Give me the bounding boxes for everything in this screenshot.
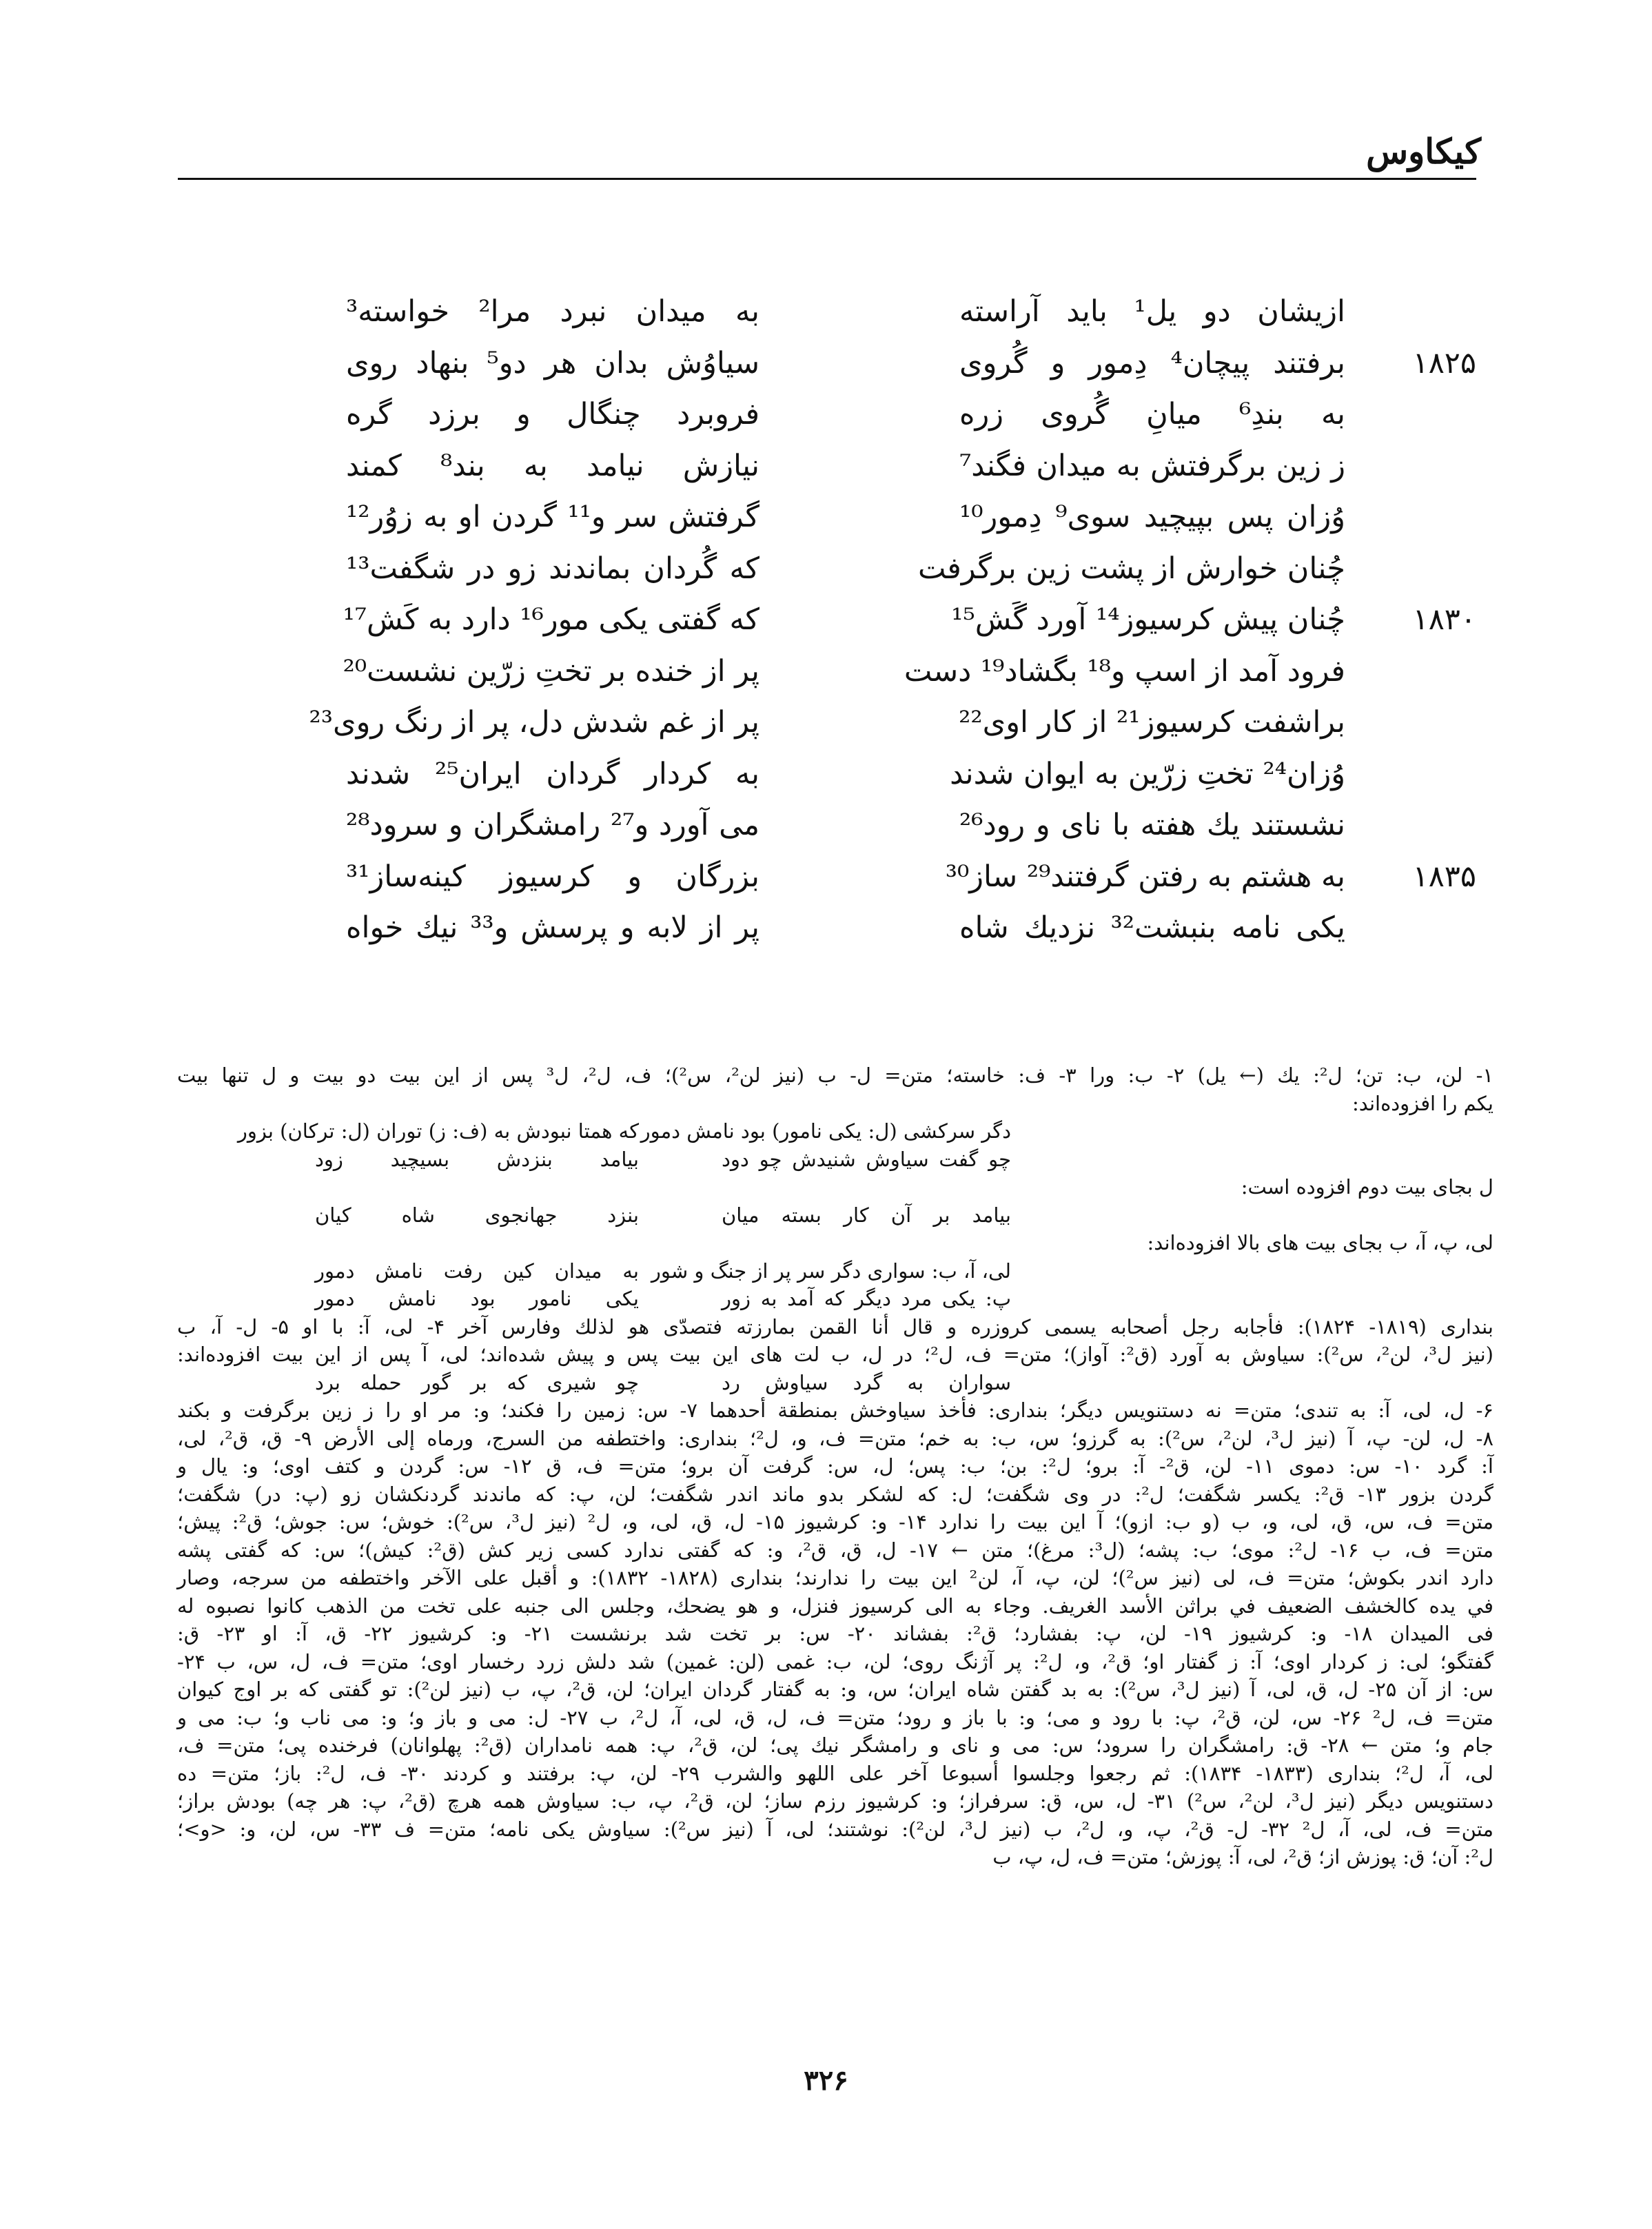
footnote-line: متن= ف، لی، آ، ل² ۳۲- ل- ق²، پ، و، ل²، ب (نیز ل³، لن²): نوشتند؛ لی، آ (نیز س²): سیاوش یکی نامه؛ متن= ف ۳۳- س، لن، و: <و>؛ [177, 1817, 1493, 1841]
verse-first-hemistich: چُنان خوارش از پشت زین برگرفت [918, 551, 1345, 586]
footnote-line: لی، پ، آ، ب بجای بیت های بالا افزوده‌اند: [1147, 1231, 1493, 1254]
footnote-verse [177, 1257, 1493, 1285]
footnote-line: گردن بزور ۱۳- ق²: یکسر شگفت؛ ل²: در وی شگفت؛ ل: که لشکر بدو ماند اندر شگفت؛ لن، پ: که ماندند گردنکشان زو (پ: در) شگفت؛ [177, 1482, 1493, 1506]
verse-second-hemistich: پر از لابه و پرسش و³³ نیك خواه [346, 910, 759, 945]
verse-number: ۱۸۲۵ [1412, 345, 1476, 380]
footnote-verse-first: دگر سرکشی (ل: یکی نامور) بود نامش دمور [640, 1119, 1011, 1143]
verse-row [178, 697, 1476, 749]
footnote-line: (نیز ل³، لن²، س²): سیاوش به آورد (ق²: آواز)؛ متن= ف، ل²؛ در ل، ب لت های این بیت پس و پیش شده‌اند؛ لی، آ پس از این بیت افزوده‌اند: [177, 1343, 1493, 1366]
verse-first-hemistich: فرود آمد از اسپ و¹⁸ بگشاد¹⁹ دست [904, 653, 1345, 689]
verse-first-hemistich: یکی نامه بنبشت³² نزدیك شاه [959, 910, 1345, 945]
page-header-title: کیکاوس [1366, 131, 1481, 172]
footnote-verse-second: چو شیری که بر گور حمله برد [315, 1370, 639, 1394]
footnote-verse-second: به میدان کین رفت نامش دمور [315, 1259, 639, 1283]
footnote-line: متن= ف، ب ۱۶- ل²: موی؛ ب: پشه؛ (ل³: مرغ)؛ متن ← ۱۷- ل، ق، ق²، و: که گفتی ندارد کسی زیر کش (ق²: کیش)؛ س: که گفتی پشه [177, 1538, 1494, 1562]
footnote-verse [177, 1117, 1493, 1146]
verse-second-hemistich: نیازش نیامد به بند⁸ کمند [346, 448, 760, 483]
verse-number: ۱۸۳۰ [1412, 602, 1476, 637]
footnote-line: متن= ف، ل² ۲۶- س، لن، ق²، پ: با رود و می؛ و: با باز و رود؛ متن= ف، ل، ق، لی، آ، ل²، ب ۲۷- ل: می و باز و؛ و: می ناب و؛ ب: می و [177, 1705, 1493, 1729]
footnote-line: دستنویس دیگر (نیز ل³، لن²، س²) ۳۱- ل، س، ق: سرفراز؛ و: کرشیوز رزم ساز؛ لن، ق²، پ، ب: سیاوش همه هرچ (ق²، پ: هر چه) بودش براز؛ [177, 1789, 1493, 1813]
footnote-verse-second: یکی نامور بود نامش دمور [315, 1287, 639, 1310]
verse-second-hemistich: بزرگان و کرسیوز کینه‌ساز³¹ [346, 859, 759, 894]
verse-row [178, 338, 1476, 389]
footnote-line: في يده كالخشف الضعيف في براثن الأسد الغريف. وجاء به الی کرسیوز فنزل، و هو یضحك، وجلس الی جنبه علی تخت من الذهب کانوا نصبوه له [177, 1594, 1493, 1618]
footnote-line: متن= ف، س، ق، لی، و، ب (و ب: ازو)؛ آ این بیت را ندارد ۱۴- و: کرشیوز ۱۵- ل، ق، لی، و، ل² (نیز ل³، س²): خوش؛ س: جوش؛ ق²: پیش؛ [177, 1510, 1493, 1534]
verse-row [178, 491, 1476, 543]
verse-row [178, 543, 1476, 595]
page-number: ۳۲۶ [804, 2064, 848, 2097]
verse-number: ۱۸۳۵ [1412, 859, 1476, 894]
verse-row [178, 440, 1476, 492]
verse-first-hemistich: براشفت کرسیوز²¹ از کار اوی²² [959, 705, 1345, 740]
verse-first-hemistich: چُنان پیش کرسیوز¹⁴ آورد گَش¹⁵ [951, 602, 1345, 637]
verse-second-hemistich: می آورد و²⁷ رامشگران و سرود²⁸ [346, 808, 759, 842]
footnote-verse [177, 1201, 1493, 1230]
verse-row [178, 851, 1476, 903]
verse-row [178, 286, 1476, 338]
verse-row [178, 646, 1476, 698]
header-rule [178, 178, 1476, 180]
footnote-verse-first: لی، آ، ب: سواری دگر سر پر از جنگ و شور [651, 1259, 1011, 1283]
verse-first-hemistich: به بندِ⁶ میانِ گُروی زره [959, 397, 1345, 431]
footnote-line: ل بجای بیت دوم افزوده است: [1241, 1175, 1493, 1199]
footnote-verse-second: بنزد جهانجوی شاه کیان [315, 1203, 639, 1227]
verse-row [178, 594, 1476, 646]
footnote-line: جام و؛ متن ← ۲۸- ق: رامشگران را سرود؛ س: می و نای و رامشگر نیك پی؛ لن، ق²، پ: همه نامداران (ق²: پهلوانان) فرخنده پی؛ متن= ف، [177, 1733, 1493, 1757]
footnotes [177, 1061, 1493, 1871]
verse-row [178, 389, 1476, 440]
verse-second-hemistich: که گفتی یکی مور¹⁶ دارد به کَش¹⁷ [343, 602, 759, 637]
verse-second-hemistich: گرفتش سر و¹¹ گردن او به زوُر¹² [346, 500, 759, 534]
footnote-line: دارد اندر بکوش؛ متن= ف، لی (نیز س²)؛ لن، پ، آ، لن² این بیت را ندارند؛ بنداری (۱۸۲۸- ۱۸۳۲): و أقبل علی الآخر واختطفه من سرجه، وصار [177, 1566, 1493, 1589]
verse-first-hemistich: ز زین برگرفتش به میدان فگند⁷ [959, 448, 1345, 483]
verse-first-hemistich: به هشتم به رفتن گرفتند²⁹ ساز³⁰ [945, 859, 1345, 894]
footnote-line: ۶- ل، لی، آ: به تندی؛ متن= نه دستنویس دیگر؛ بنداری: فأخذ سیاوخش بمنطقة أحدهما ۷- س: زمین را فکند؛ و: مر او را ز زین برگرفت و بکند [177, 1398, 1493, 1422]
footnote-verse [177, 1369, 1493, 1397]
verse-row [178, 902, 1476, 954]
verse-first-hemistich: ازیشان دو یل¹ باید آراسته [959, 294, 1345, 329]
footnote-verse-first: سواران به گرد سیاوش رد [722, 1370, 1011, 1394]
verse-first-hemistich: وُزان²⁴ تختِ زرّین به ایوان شدند [950, 756, 1345, 791]
verse-second-hemistich: سیاوُش بدان هر دو⁵ بنهاد روی [346, 345, 759, 380]
verse-row [178, 749, 1476, 800]
footnote-line: فی المیدان ۱۸- و: کرشیوز ۱۹- لن، پ: بفشارد؛ ق²: بفشاند ۲۰- س: بر تخت شد برنشست ۲۱- و: کرشیوز ۲۲- ق، آ: او ۲۳- ق: [177, 1622, 1494, 1645]
verse-second-hemistich: پر از خنده بر تختِ زرّین نشست²⁰ [343, 653, 759, 689]
footnote-verse-second: بیامد بنزدش بسیچید زود [315, 1147, 639, 1171]
footnote-verse-first: چو گفت سیاوش شنیدش چو دود [722, 1147, 1011, 1171]
verse-first-hemistich: وُزان پس بپیچید سوی⁹ دِمور¹⁰ [959, 500, 1345, 534]
footnote-line: گفتگو؛ لی: ز کردار اوی؛ آ: ز گفتار او؛ ق²، و، ل²: پر آژنگ روی؛ لن، ب: غمی (لن: غمین) شد دلش زرد رخسار اوی؛ متن= ف، ل، س، ب ۲۴- [177, 1649, 1493, 1673]
verse-block [178, 286, 1476, 954]
verse-row [178, 800, 1476, 851]
footnote-verse-first: پ: یکی مرد دیگر که آمد به زور [722, 1287, 1011, 1310]
verse-first-hemistich: برفتند پیچان⁴ دِمور و گُروی [959, 345, 1345, 380]
footnote-line: آ: گرد ۱۰- س: دموی ۱۱- لن، ق²- آ: برو؛ ل²: بن؛ ب: پس؛ ل، س: گرفت آن برو؛ متن= ف، ق ۱۲- س: گردن و کتف اوی؛ و: یال و [177, 1454, 1493, 1478]
footnote-line: ۱- لن، ب: تن؛ ل²: یك (← یل) ۲- ب: ورا ۳- ف: خاسته؛ متن= ل- ب (نیز لن²، س²)؛ ف، ل²، ل³ پس از این بیت دو بیت و ل تنها بیت [177, 1063, 1493, 1087]
footnote-verse [177, 1146, 1493, 1174]
footnote-line: س: از آن ۲۵- ل، ق، لی، آ (نیز ل³، س²): به بد گفتن شاه ایران؛ س، و: به گفتار گردان ایران؛ لن، ق²، پ، ب (نیز لن²): تو گفتی که بر اوج کیوان [177, 1678, 1493, 1701]
verse-second-hemistich: فروبرد چنگال و برزد گره [346, 397, 759, 431]
footnote-line: بنداری (۱۸۱۹- ۱۸۲۴): فأجابه رجل أصحابه یسمی کروزره و قال أنا القمن بمارزته فتصدّی هو لذلك وفارس آخر ۴- لی، آ: با او ۵- ل- آ، ب [177, 1314, 1493, 1339]
verse-second-hemistich: پر از غم شدش دل، پر از رنگ روی²³ [309, 705, 759, 740]
verse-second-hemistich: به کردار گردان ایران²⁵ شدند [346, 756, 759, 791]
footnote-verse [177, 1285, 1493, 1313]
footnote-line: یکم را افزوده‌اند: [1352, 1091, 1493, 1115]
footnote-verse-second: که همتا نبودش به (ف: ز) توران (ل: ترکان) بزور [237, 1119, 639, 1143]
verse-first-hemistich: نشستند یك هفته با نای و رود²⁶ [959, 808, 1345, 842]
verse-second-hemistich: که گُردان بماندند زو در شگفت¹³ [346, 551, 759, 586]
footnote-line: ل²: آن؛ ق: پوزش از؛ ق²، لی، آ: پوزش؛ متن= ف، ل، پ، ب [992, 1845, 1493, 1869]
footnote-line: لی، آ، ل²؛ بنداری (۱۸۳۳- ۱۸۳۴): ثم رجعوا وجلسوا أسبوعا آخر علی اللهو والشرب ۲۹- لن، پ: برفتند و کردند ۳۰- ف، ل²: باز؛ متن= ده [177, 1761, 1493, 1785]
footnote-line: ۸- ل، لن- پ، آ (نیز ل³، لن²، س²): به گرزو؛ س، ب: به خم؛ متن= ف، و، ل²؛ بنداری: واختطفه من السرج، ورماه إلی الأرض ۹- ق، ق²، لی، [177, 1426, 1493, 1450]
verse-second-hemistich: به میدان نبرد مرا² خواسته³ [346, 294, 759, 329]
footnote-verse-first: بیامد بر آن کار بسته میان [722, 1203, 1011, 1227]
